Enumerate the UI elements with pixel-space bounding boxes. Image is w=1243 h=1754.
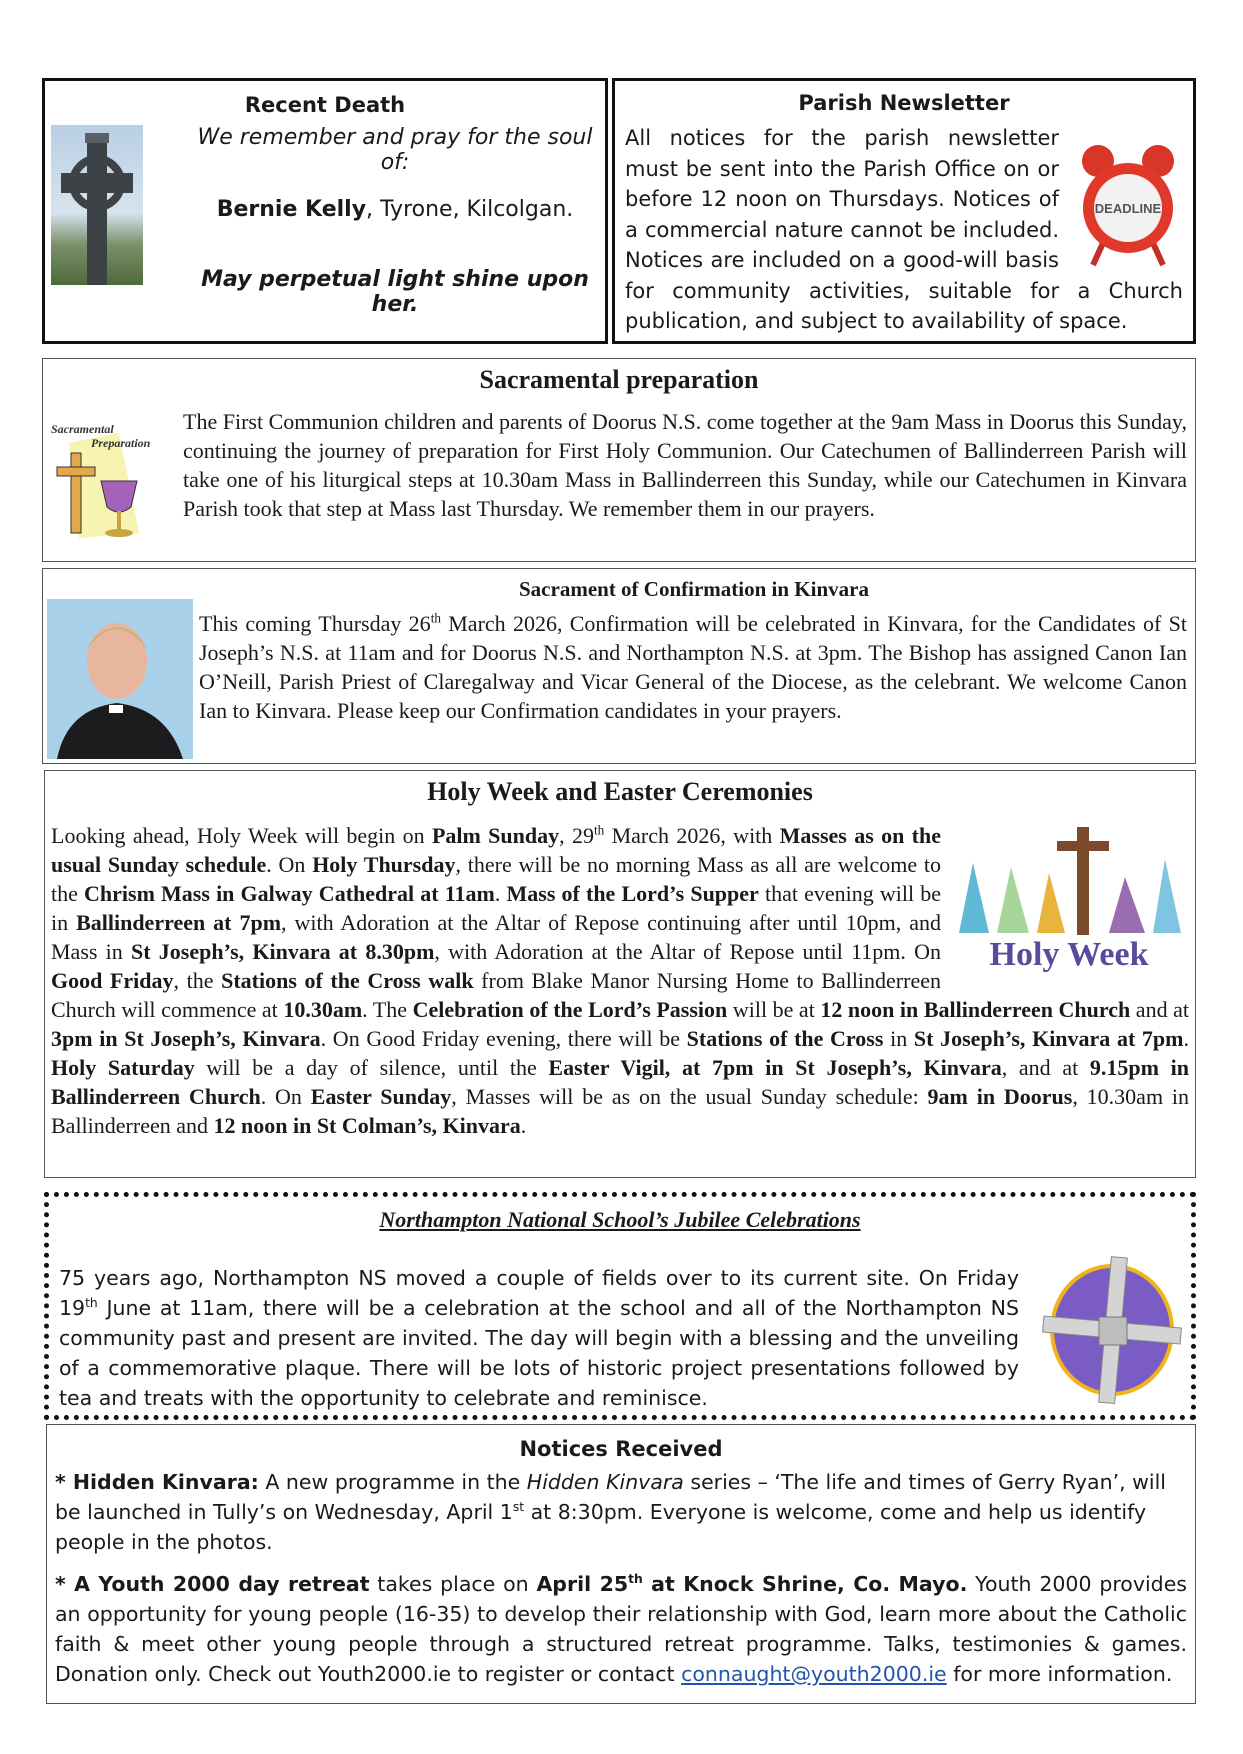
- youth2000-email-link[interactable]: connaught@youth2000.ie: [681, 1662, 947, 1686]
- celtic-cross-image: [51, 125, 143, 285]
- newsletter-body: [625, 123, 1183, 337]
- holy-week-text-segment: March 2026, with: [604, 823, 780, 848]
- confirmation-box: [42, 568, 1196, 764]
- holy-week-text-segment: Stations of the Cross: [686, 1026, 884, 1051]
- holy-week-text-segment: . On Good Friday evening, there will be: [320, 1026, 687, 1051]
- holy-week-text-segment: . The: [362, 997, 413, 1022]
- confirmation-text-a: This coming Thursday 26: [199, 611, 431, 636]
- notice1-text-b: series – ‘The life and times of Gerry Ryan’, will be launched in Tully’s on Wednesday, April 1: [55, 1470, 1167, 1524]
- recent-death-box: [42, 78, 608, 344]
- notice1-sup: st: [512, 1500, 525, 1515]
- holy-week-text-segment: Easter Vigil, at 7pm in St Joseph’s, Kinvara: [548, 1055, 1002, 1080]
- holy-week-text-segment: .: [520, 1113, 527, 1138]
- holy-week-text-segment: , 29: [559, 823, 594, 848]
- holy-week-text-segment: Celebration of the Lord’s Passion: [412, 997, 728, 1022]
- sacramental-preparation-box: [42, 358, 1196, 562]
- holy-week-text-segment: , with Adoration at the Altar of Repose until 11pm. On: [434, 939, 942, 964]
- holy-week-text-segment: , 10.30am in Ballinderreen and: [51, 1084, 1189, 1138]
- celtic-cross-icon: [51, 125, 143, 285]
- notices-received-box: [46, 1424, 1196, 1704]
- holy-week-illustration: [949, 823, 1189, 973]
- holy-week-text-segment: 12 noon in Ballinderreen Church: [820, 997, 1131, 1022]
- notice2-date: April 25: [536, 1572, 629, 1596]
- holy-week-text-segment: and at: [1130, 997, 1189, 1022]
- holy-week-text-segment: . On: [260, 1084, 311, 1109]
- holy-week-text-segment: Stations of the Cross walk: [221, 968, 474, 993]
- holy-week-text-segment: 3pm in St Joseph’s, Kinvara: [51, 1026, 321, 1051]
- holy-week-text-segment: 9.15pm in Ballinderreen Church: [51, 1055, 1189, 1109]
- holy-week-text-segment: , there will be no morning Mass as all are welcome to the: [51, 852, 941, 906]
- holy-week-text-segment: will be at: [727, 997, 821, 1022]
- st-brigids-cross-icon: [1041, 1255, 1183, 1405]
- notice1-italic: Hidden Kinvara: [526, 1470, 684, 1494]
- holy-week-text-segment: , the: [173, 968, 222, 993]
- notice2-text-a: takes place on: [369, 1572, 537, 1596]
- deadline-alarm-clock-image: [1073, 133, 1183, 273]
- holy-week-text-segment: that evening will be in: [51, 881, 941, 935]
- holy-week-text-segment: .: [1183, 1026, 1189, 1051]
- holy-week-body: [51, 821, 1189, 1140]
- holy-week-text-segment: , and at: [1001, 1055, 1090, 1080]
- holy-week-text-segment: Good Friday: [51, 968, 174, 993]
- holy-week-text-segment: Holy Saturday: [51, 1055, 195, 1080]
- holy-week-text-segment: , with Adoration at the Altar of Repose continuing after until 10pm, and Mass in: [51, 910, 941, 964]
- notice1-lead: * Hidden Kinvara:: [55, 1470, 259, 1494]
- notice-youth-2000: [55, 1569, 1187, 1689]
- sacramental-preparation-image: [49, 423, 173, 543]
- holy-week-text-segment: Mass of the Lord’s Supper: [506, 881, 759, 906]
- alarm-clock-icon: [1073, 133, 1183, 273]
- holy-week-text-segment: Easter Sunday: [310, 1084, 452, 1109]
- holy-week-text-segment: from Blake Manor Nursing Home to Ballinderreen Church will commence at: [51, 968, 941, 1022]
- holy-week-text-segment: Palm Sunday: [431, 823, 560, 848]
- holy-week-text-segment: Looking ahead, Holy Week will begin on: [51, 823, 432, 848]
- sacramental-preparation-title: Sacramental preparation: [479, 365, 759, 394]
- holy-week-text-segment: Holy Thursday: [312, 852, 456, 877]
- image-label-sacramental: Sacramental: [51, 423, 114, 436]
- notice2-sup: th: [628, 1572, 643, 1587]
- deceased-line: [195, 197, 595, 222]
- newsletter-text: All notices for the parish newsletter must be sent into the Parish Office on or before 12 noon on Thursdays. Notices of a commercial nature cannot be included. Notices are included on a good-will basis for community activities, suitable for a Church publication, and subject to availability of space.: [625, 126, 1183, 333]
- notice-hidden-kinvara: [55, 1467, 1187, 1557]
- priest-portrait-image: [47, 599, 193, 759]
- confirmation-title: Sacrament of Confirmation in Kinvara: [519, 577, 869, 601]
- holy-week-text-segment: 12 noon in St Colman’s, Kinvara: [213, 1113, 521, 1138]
- jubilee-text-a: 75 years ago, Northampton NS moved a couple of fields over to its current site. On Friday 19: [59, 1266, 1019, 1320]
- holy-week-figures-icon: [949, 823, 1189, 973]
- holy-week-text-segment: th: [593, 822, 605, 838]
- deceased-address: , Tyrone, Kilcolgan.: [366, 197, 574, 222]
- jubilee-sup: th: [85, 1296, 98, 1311]
- closing-prayer: May perpetual light shine upon her.: [201, 267, 589, 317]
- confirmation-sup: th: [430, 610, 441, 626]
- image-label-preparation: Preparation: [91, 436, 151, 450]
- jubilee-body: [59, 1263, 1019, 1413]
- notice1-text-a: A new programme in the: [258, 1470, 527, 1494]
- notices-title: Notices Received: [519, 1437, 723, 1461]
- confirmation-text-b: March 2026, Confirmation will be celebrated in Kinvara, for the Candidates of St Joseph’s N.S. at 11am and for Doorus N.S. and Northampton N.S. at 3pm. The Bishop has assigned Canon Ian O’Neill, Parish Priest of Claregalway and Vicar General of the Diocese, as the celebrant. We welcome Canon Ian to Kinvara. Please keep our Confirmation candidates in your prayers.: [199, 611, 1188, 723]
- confirmation-body: [199, 609, 1187, 725]
- parish-newsletter-box: [612, 78, 1196, 344]
- holy-week-text-segment: .: [494, 881, 507, 906]
- holy-week-text-segment: St Joseph’s, Kinvara at 8.30pm: [131, 939, 435, 964]
- sacramental-preparation-body: The First Communion children and parents of Doorus N.S. come together at the 9am Mass in Doorus this Sunday, continuing the journey of preparation for First Holy Communion. Our Catechumen of Ballinderreen Parish will take one of his liturgical steps at 10.30am Mass in Ballinderreen this Sunday, while our Catechumen in Kinvara Parish took that step at Mass last Thursday. We remember them in our prayers.: [183, 409, 1187, 521]
- holy-week-text-segment: . On: [266, 852, 313, 877]
- holy-week-text-segment: Masses as on the usual Sunday schedule: [51, 823, 941, 877]
- holy-week-title: Holy Week and Easter Ceremonies: [427, 777, 813, 806]
- holy-week-image-label: Holy Week: [989, 936, 1149, 973]
- deadline-label: DEADLINE: [1094, 201, 1162, 216]
- recent-death-title: Recent Death: [244, 93, 406, 117]
- notice1-text-c: at 8:30pm. Everyone is welcome, come and help us identify people in the photos.: [55, 1500, 1147, 1554]
- jubilee-text-b: June at 11am, there will be a celebration at the school and all of the Northampton NS community past and present are invited. The day will begin with a blessing and the unveiling of a commemorative plaque. There will be lots of historic project presentations followed by tea and treats with the opportunity to celebrate and reminisce.: [59, 1296, 1019, 1410]
- deceased-name: Bernie Kelly: [216, 197, 367, 222]
- holy-week-text-segment: Ballinderreen at 7pm: [76, 910, 282, 935]
- cross-and-chalice-icon: [49, 423, 173, 543]
- holy-week-text-segment: 9am in Doorus: [927, 1084, 1073, 1109]
- priest-portrait-icon: [47, 599, 193, 759]
- notice2-place: at Knock Shrine, Co. Mayo.: [642, 1572, 968, 1596]
- jubilee-title: Northampton National School’s Jubilee Celebrations: [379, 1207, 861, 1232]
- notice2-lead: * A Youth 2000 day retreat: [55, 1572, 370, 1596]
- holy-week-text-segment: in: [883, 1026, 914, 1051]
- holy-week-text-segment: Chrism Mass in Galway Cathedral at 11am: [84, 881, 495, 906]
- st-brigids-cross-logo: [1041, 1255, 1183, 1405]
- jubilee-box: [44, 1192, 1196, 1420]
- holy-week-box: [44, 770, 1196, 1178]
- remember-intro: We remember and pray for the soul of:: [197, 125, 593, 175]
- holy-week-text-segment: 10.30am: [283, 997, 363, 1022]
- notice2-text-c: for more information.: [946, 1662, 1173, 1686]
- holy-week-text-segment: will be a day of silence, until the: [194, 1055, 549, 1080]
- holy-week-text-segment: St Joseph’s, Kinvara at 7pm: [913, 1026, 1184, 1051]
- holy-week-text-segment: , Masses will be as on the usual Sunday schedule:: [451, 1084, 928, 1109]
- newsletter-title: Parish Newsletter: [798, 91, 1010, 115]
- notice2-text-b: Youth 2000 provides an opportunity for young people (16-35) to develop their relationship with God, learn more about the Catholic faith & meet other young people through a structured retreat programme. Talks, testimonies & games. Donation only. Check out Youth2000.ie to register or contact: [55, 1572, 1187, 1686]
